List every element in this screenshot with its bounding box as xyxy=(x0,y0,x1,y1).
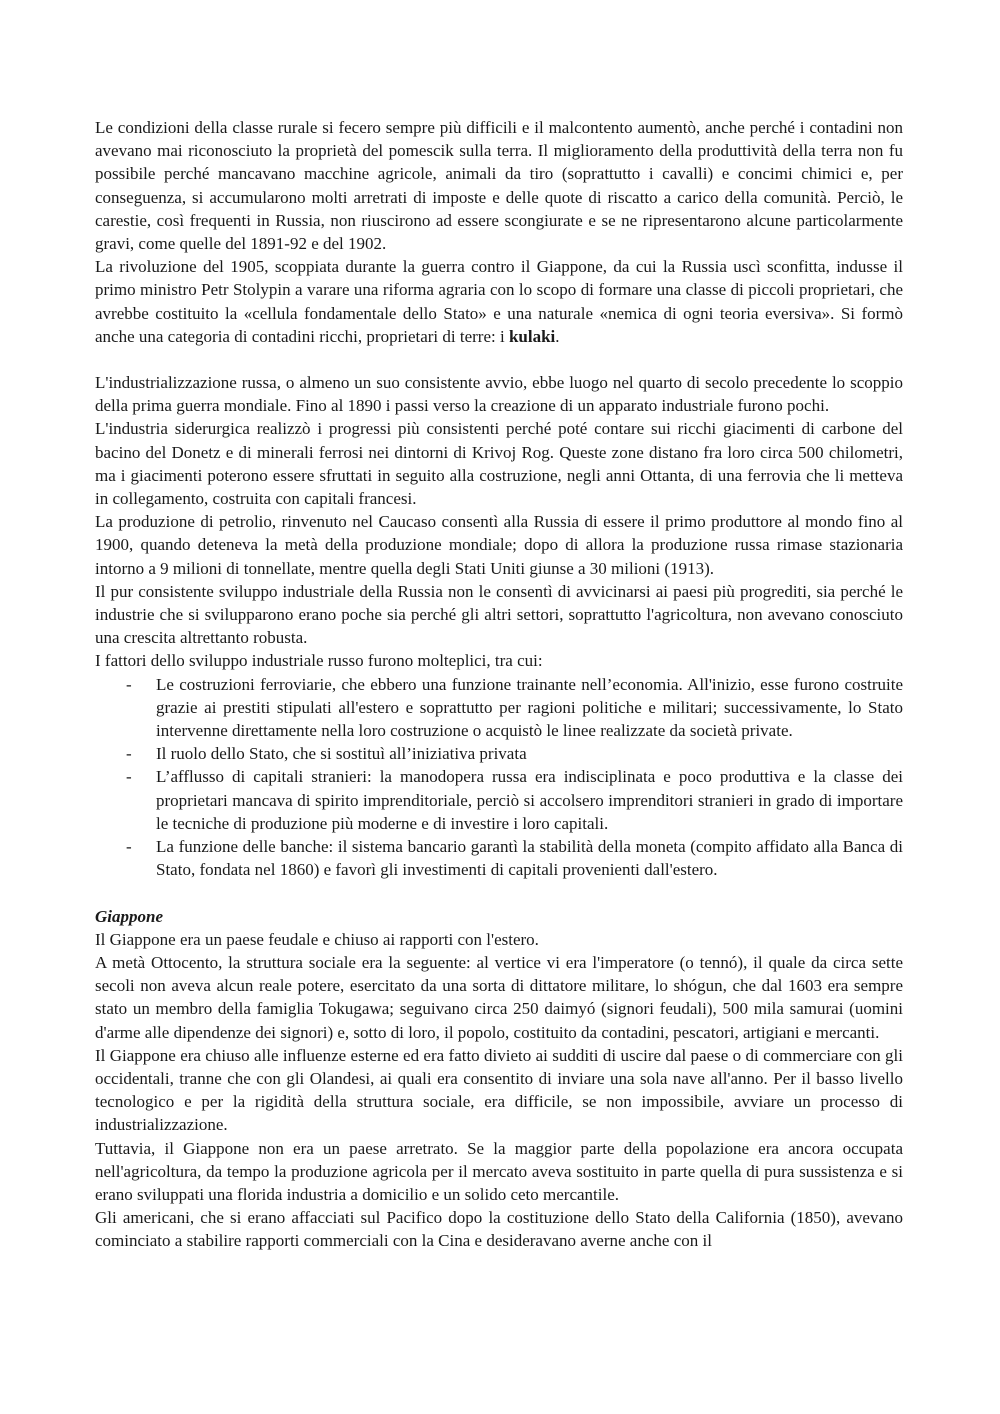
paragraph-industrialization: L'industrializzazione russa, o almeno un suo consistente avvio, ebbe luogo nel quarto di secolo precedente lo scoppio della prima guerra mondiale. Fino al 1890 i passi verso la creazione di un apparato industriale furono pochi. xyxy=(95,373,903,416)
paragraph-japan-feudal: Il Giappone era un paese feudale e chiuso ai rapporti con l'estero. xyxy=(95,929,539,949)
paragraph-revolution-1905 xyxy=(95,255,903,348)
list-item xyxy=(95,673,903,743)
factors-list xyxy=(95,673,903,882)
paragraph-japan-structure: A metà Ottocento, la struttura sociale era la seguente: al vertice vi era l'imperatore (o tennó), il quale da circa sette secoli non aveva alcun reale potere, esercitato da una sorta di dittatore militare, lo shógun, che dal 1603 era sempre stato un membro della famiglia Tokugawa; seguivano circa 250 daimyó (signori feudali), 500 mila samurai (uomini d'arme alle dipendenze dei signori) e, sotto di loro, il popolo, costituito da contadini, pescatori, artigiani e mercanti. xyxy=(95,952,903,1042)
paragraph-gap xyxy=(95,348,903,371)
paragraph-americans: Gli americani, che si erano affacciati sul Pacifico dopo la costituzione dello Stato della California (1850), avevano cominciato a stabilire rapporti commerciali con la Cina e desideravano averne anche con il xyxy=(95,1208,903,1251)
paragraph-text: La rivoluzione del 1905, scoppiata durante la guerra contro il Giappone, da cui la Russia uscì sconfitta, indusse il primo ministro Petr Stolypin a varare una riforma agraria con lo scopo di formare una classe di piccoli proprietari, che avrebbe costituito la «cellula fondamentale dello Stato» e una naturale «nemica di ogni teoria eversiva». Si formò anche una categoria di contadini ricchi, proprietari di terre: i xyxy=(95,257,903,346)
list-item-text: Le costruzioni ferroviarie, che ebbero una funzione trainante nell’economia. All'inizio, esse furono costruite grazie ai prestiti stipulati all'estero e soprattutto per ragioni politiche e militari; successivamente, lo Stato intervenne direttamente nella loro costruzione o acquistò le linee realizzate da società private. xyxy=(156,674,903,741)
paragraph-industrial-development: Il pur consistente sviluppo industriale della Russia non le consentì di avvicinarsi ai paesi più progrediti, sia perché le industrie che si svilupparono erano poche sia perché gli altri settori, soprattutto l'agricoltura, non avevano conosciuto una crescita altrettanto robusta. xyxy=(95,581,903,648)
list-item-text: La funzione delle banche: il sistema bancario garantì la stabilità della moneta (compito affidato alla Banca di Stato, fondata nel 1860) e favorì gli investimenti di capitali provenienti dall'estero. xyxy=(156,837,903,880)
bullet-dash: - xyxy=(126,837,132,857)
paragraph-factors-intro: I fattori dello sviluppo industriale russo furono molteplici, tra cui: xyxy=(95,651,543,671)
paragraph-japan-not-backward: Tuttavia, il Giappone non era un paese arretrato. Se la maggior parte della popolazione era ancora occupata nell'agricoltura, da tempo la produzione agricola per il mercato aveva sostituito in parte quella di pura sussistenza e si erano sviluppati una florida industria a domicilio e un solido ceto mercantile. xyxy=(95,1138,903,1204)
bold-term-kulaki: kulaki xyxy=(508,326,556,346)
paragraph-rural-conditions: Le condizioni della classe rurale si fecero sempre più difficili e il malcontento aumentò, anche perché i contadini non avevano mai riconosciuto la proprietà del pomescik sulla terra. Il miglioramento della produttività della terra non fu possibile perché mancavano macchine agricole, animali da tiro (soprattutto i cavalli) e concimi chimici e, per conseguenza, si accumularono molti arretrati di imposte e delle quote di riscatto a carico della comunità. Perciò, le carestie, così frequenti in Russia, non riuscirono ad essere scongiurate e se ne ripresentarono alcune particolarmente gravi, come quelle del 1891-92 e del 1902. xyxy=(95,118,903,254)
paragraph-japan-closed: Il Giappone era chiuso alle influenze esterne ed era fatto divieto ai sudditi di uscire dal paese o di commerciare con gli occidentali, tranne che con gli Olandesi, ai quali era consentito di inviare una sola nave all'anno. Per il basso livello tecnologico e per la rigidità della struttura sociale, era difficile, se non impossibile, avviare un processo di industrializzazione. xyxy=(95,1045,903,1135)
bullet-dash: - xyxy=(126,767,132,787)
section-heading-giappone: Giappone xyxy=(95,906,163,926)
list-item xyxy=(95,765,903,835)
document-page xyxy=(95,116,903,1253)
list-item xyxy=(95,835,903,881)
paragraph-steel-industry: L'industria siderurgica realizzò i progressi più consistenti perché poté contare sui ricchi giacimenti di carbone del bacino del Donetz e di minerali ferrosi nei dintorni di Krivoj Rog. Queste zone distano fra loro circa 500 chilometri, ma i giacimenti poterono essere sfruttati in seguito alla costruzione, negli anni Ottanta, di una ferrovia che li metteva in collegamento, costruita con capitali francesi. xyxy=(95,419,903,509)
bullet-dash: - xyxy=(126,674,132,694)
paragraph-oil-production: La produzione di petrolio, rinvenuto nel Caucaso consentì alla Russia di essere il primo produttore al mondo fino al 1900, quando deteneva la metà della produzione mondiale; dopo di allora la produzione russa rimase stazionaria intorno a 9 milioni di tonnellate, mentre quella degli Stati Uniti giunse a 30 milioni (1913). xyxy=(95,512,903,578)
list-item-text: Il ruolo dello Stato, che si sostituì all’iniziativa privata xyxy=(156,744,527,764)
list-item xyxy=(95,742,903,765)
paragraph-end: . xyxy=(555,326,560,346)
bullet-dash: - xyxy=(126,744,132,764)
list-item-text: L’afflusso di capitali stranieri: la manodopera russa era indisciplinata e poco produttiva e la classe dei proprietari mancava di spirito imprenditoriale, perciò si accolsero imprenditori stranieri in grado di importare le tecniche di produzione più moderne e di investire i loro capitali. xyxy=(156,767,903,833)
paragraph-gap xyxy=(95,882,903,905)
